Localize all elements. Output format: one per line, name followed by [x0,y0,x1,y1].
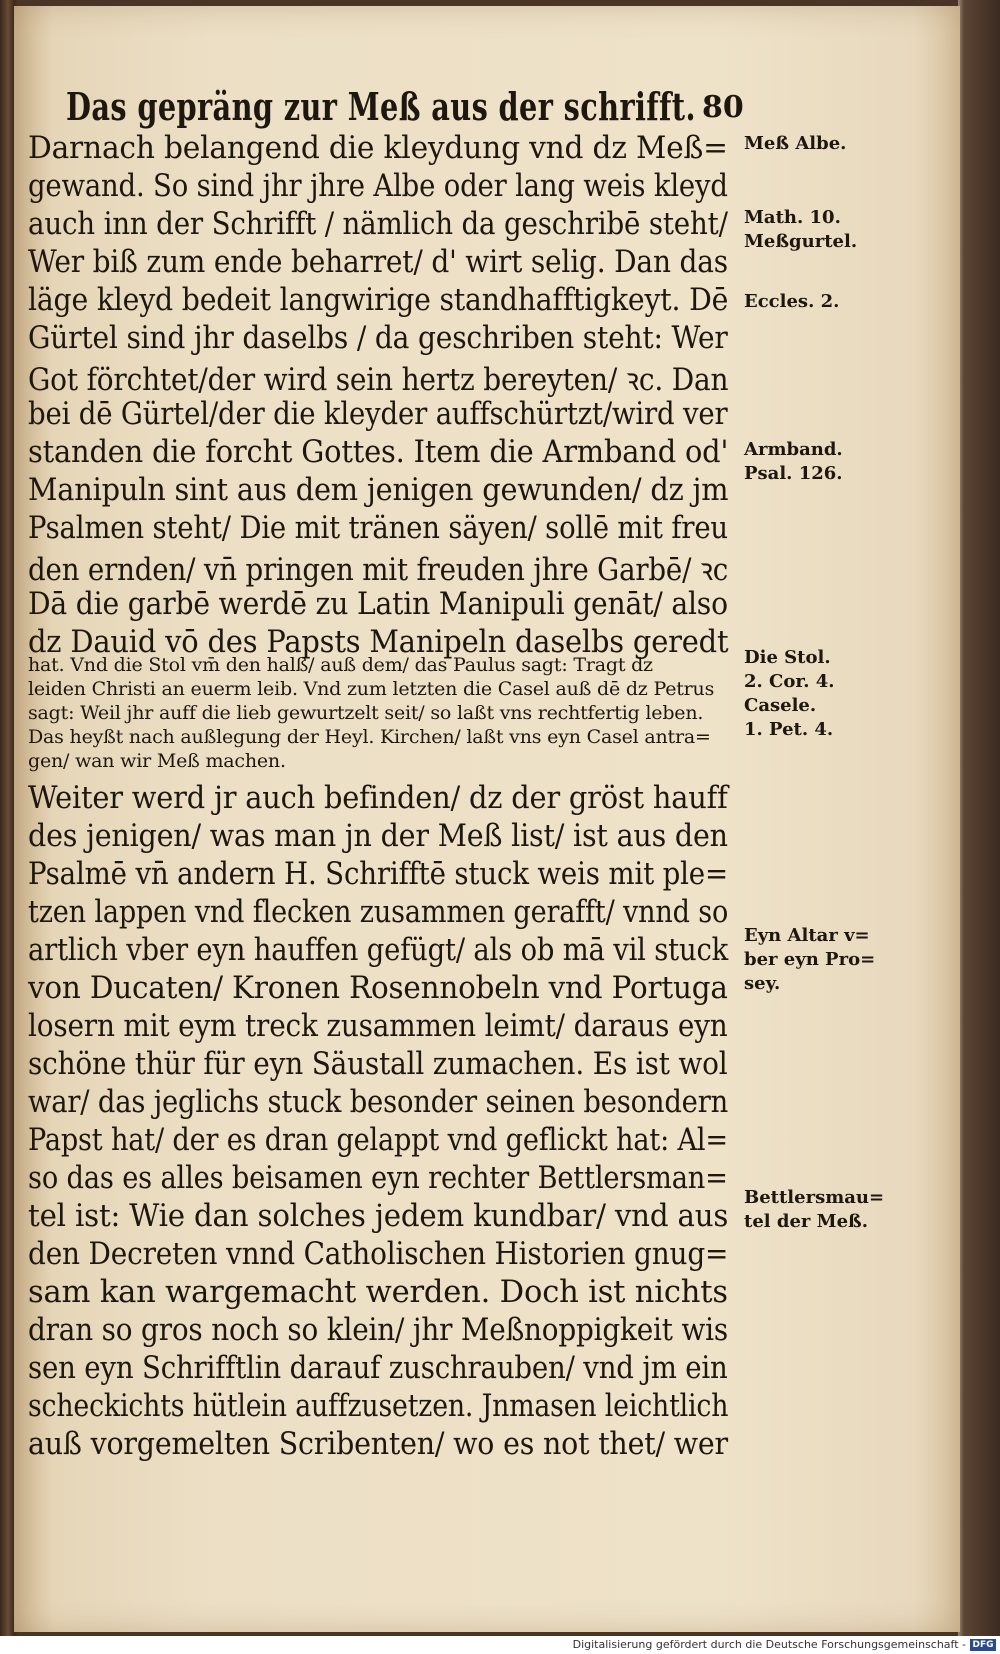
text-line: sam kan wargemacht werden. Doch ist nichts [28,1274,728,1310]
running-head: Das gepräng zur Meß aus der schrifft. [66,84,696,129]
margin-note: Eccles. 2. [744,291,840,312]
book-page [14,6,960,1632]
text-line: läge kleyd bedeit langwirige standhafftigkeyt. Dē [28,282,729,318]
margin-note: Math. 10. Meßgurtel. [744,207,858,252]
text-line: von Ducaten/ Kronen Rosennobeln vnd Portuga [28,970,728,1006]
text-line: Gürtel sind jhr daselbs / da geschriben steht: Wer [28,320,728,356]
text-line: losern mit eym treck zusammen leimt/ daraus eyn [28,1008,728,1044]
margin-note: Die Stol. 2. Cor. 4. Casele. 1. Pet. 4. [744,647,835,740]
text-line: den Decreten vnnd Catholischen Historien gnug= [28,1236,729,1272]
small-text-line: hat. Vnd die Stol vm̄ den halß/ auß dem/ das Paulus sagt: Tragt dz [28,654,653,676]
text-line: Weiter werd jr auch befinden/ dz der gröst hauff [28,780,728,816]
text-line: so das es alles beisamen eyn rechter Bettlersman= [28,1160,728,1196]
text-line: sen eyn Schrifftlin darauf zuschrauben/ vnd jm ein [28,1350,728,1386]
small-text-line: sagt: Weil jhr auff die lieb gewurtzelt seit/ so laßt vns rechtfertig leben. [28,702,704,724]
margin-note: Eyn Altar v= ber eyn Pro= sey. [744,925,876,994]
text-line: Psalmen steht/ Die mit tränen säyen/ sollē mit freu [28,510,728,546]
text-line: standen die forcht Gottes. Item die Armband od' [28,434,729,470]
text-line: tel ist: Wie dan solches jedem kundbar/ vnd aus [28,1198,729,1234]
text-line: Darnach belangend die kleydung vnd dz Meß= [28,130,728,166]
text-line: Dā die garbē werdē zu Latin Manipuli genāt/ also [28,586,728,622]
margin-note: Armband. Psal. 126. [744,439,843,484]
small-text-line: Das heyßt nach außlegung der Heyl. Kirchen/ laßt vns eyn Casel antra= [28,726,711,748]
text-line: des jenigen/ was man jn der Meß list/ ist aus den [28,818,728,854]
margin-note: Meß Albe. [744,133,847,154]
text-line: bei dē Gürtel/der die kleyder auffschürtzt/wird ver [28,396,728,432]
text-line: gewand. So sind jhr jhre Albe oder lang weis kleyd [28,168,728,204]
text-line: artlich vber eyn hauffen gefügt/ als ob mā vil stuck [28,932,729,968]
text-line: scheckichts hütlein auffzusetzen. Jnmasen leichtlich [28,1388,729,1424]
dfg-logo-icon: DFG [970,1639,996,1651]
funding-credit: Digitalisierung gefördert durch die Deutsche Forschungsgemeinschaft - [572,1638,966,1651]
text-line: war/ das jeglichs stuck besonder seinen besondern [28,1084,729,1120]
footer-bar [0,1636,1000,1654]
text-line: schöne thür für eyn Säustall zumachen. Es ist wol [28,1046,728,1082]
small-text-line: gen/ wan wir Meß machen. [28,750,286,772]
text-line: Manipuln sint aus dem jenigen gewunden/ dz jm [28,472,729,508]
text-line: den ernden/ vn̄ pringen mit freuden jhre Garbē/ ꝛc [28,552,729,588]
page-number: 80 [702,90,744,125]
text-line: Psalmē vn̄ andern H. Schrifftē stuck weis mit ple= [28,856,728,892]
book-edge [958,0,1000,1636]
text-line: Got förchtet/der wird sein hertz bereyten/ ꝛc. Dan [28,362,729,398]
text-line: dran so gros noch so klein/ jhr Meßnoppigkeit wis [28,1312,728,1348]
text-line: dz Dauid vō des Papsts Manipeln daselbs geredt [28,624,729,660]
text-line: auß vorgemelten Scribenten/ wo es not thet/ wer [28,1426,728,1462]
text-line: tzen lappen vnd flecken zusammen gerafft/ vnnd so [28,894,729,930]
margin-note: Bettlersmau= tel der Meß. [744,1187,885,1232]
text-line: Wer biß zum ende beharret/ d' wirt selig. Dan das [28,244,728,280]
text-line: Papst hat/ der es dran gelappt vnd geflickt hat: Al= [28,1122,728,1158]
text-line: auch inn der Schrifft / nämlich da geschribē steht/ [28,206,728,242]
small-text-line: leiden Christi an euerm leib. Vnd zum letzten die Casel auß dē dz Petrus [28,678,715,700]
